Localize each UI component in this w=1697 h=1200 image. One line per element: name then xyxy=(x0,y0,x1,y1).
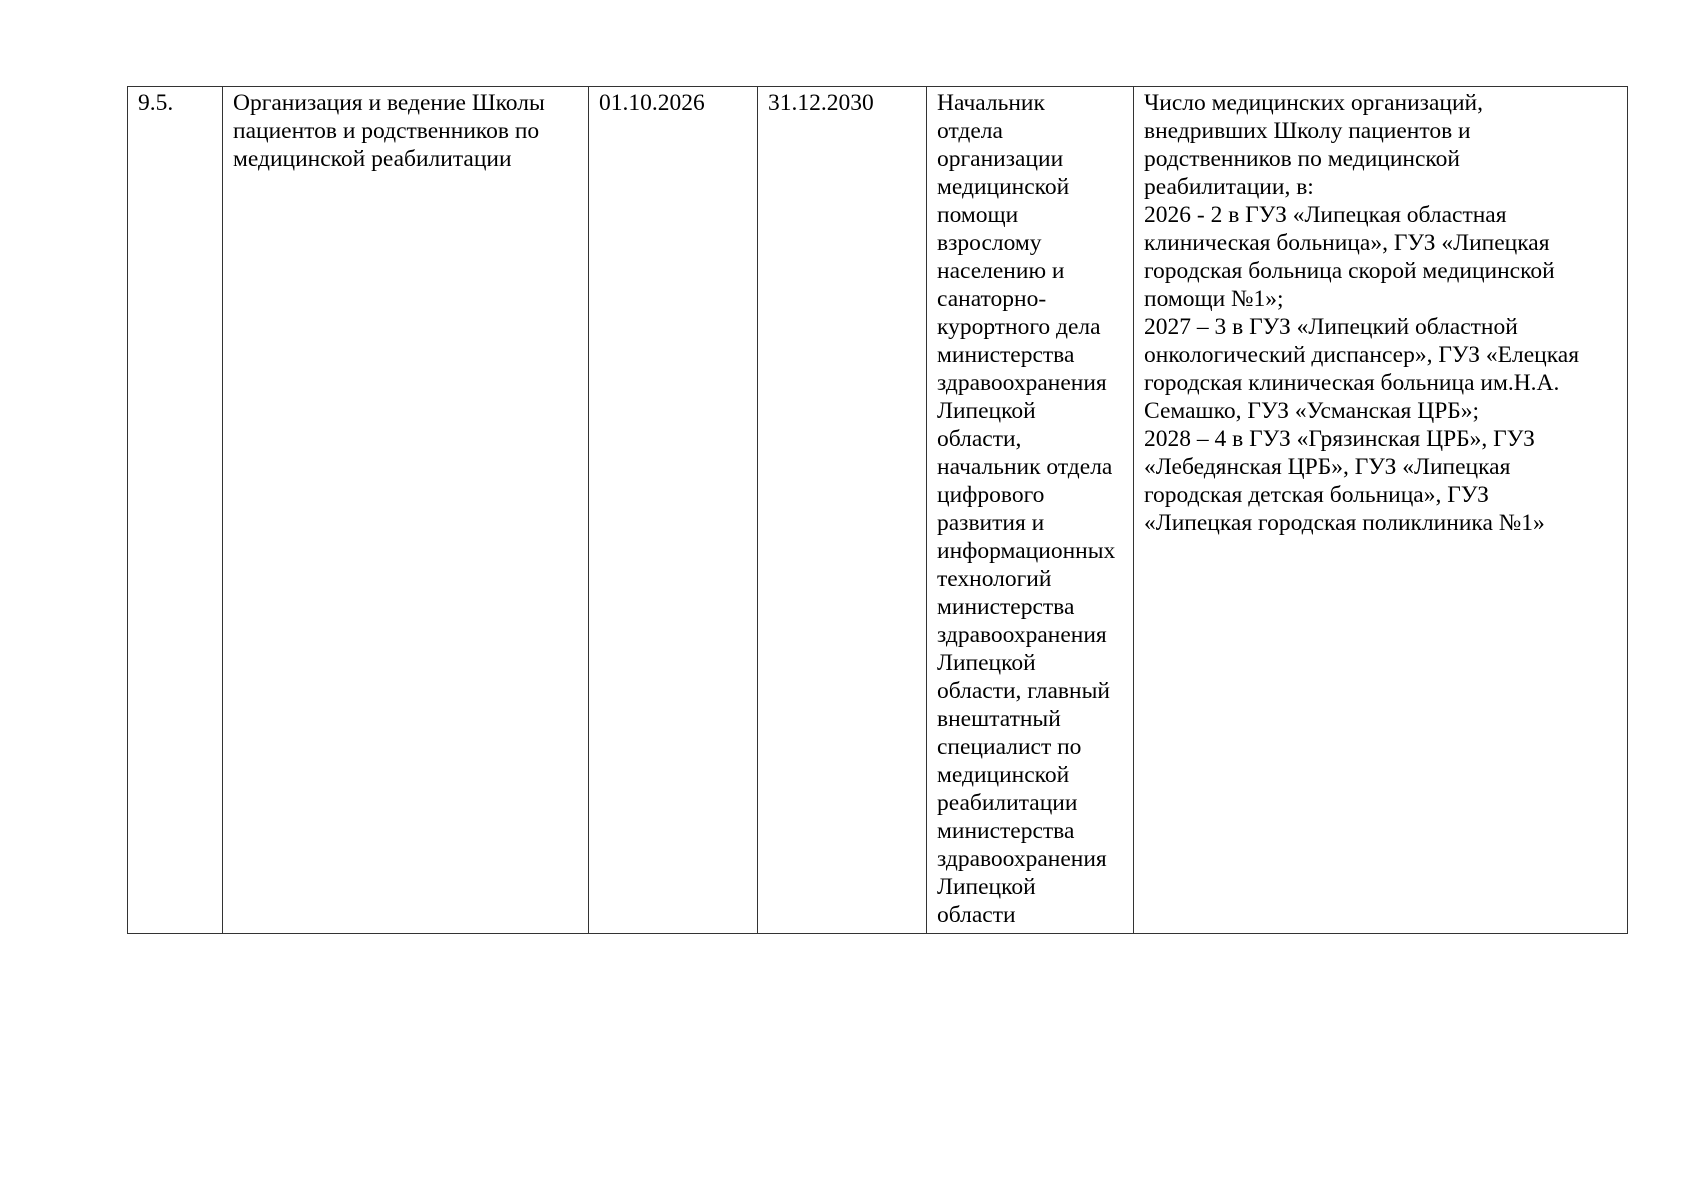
text-line: санаторно- xyxy=(937,286,1047,312)
text-line: здравоохранения xyxy=(937,846,1107,872)
text-line: министерства xyxy=(937,342,1075,368)
text-line: онкологический диспансер», ГУЗ «Елецкая xyxy=(1144,342,1580,368)
text-line: помощи №1»; xyxy=(1144,286,1284,312)
text-line: медицинской xyxy=(937,174,1070,200)
text-line: помощи xyxy=(937,202,1019,228)
cell-result xyxy=(1134,87,1628,934)
cell-responsible xyxy=(927,87,1134,934)
text-line: «Липецкая городская поликлиника №1» xyxy=(1144,510,1545,536)
text-line: медицинской реабилитации xyxy=(233,146,512,172)
item-number: 9.5. xyxy=(138,90,174,116)
text-line: министерства xyxy=(937,594,1075,620)
text-line: области, главный xyxy=(937,678,1110,704)
plan-table xyxy=(127,86,1628,934)
cell-end-date xyxy=(758,87,927,934)
text-line: здравоохранения xyxy=(937,622,1107,648)
text-line: клиническая больница», ГУЗ «Липецкая xyxy=(1144,230,1550,256)
text-line: министерства xyxy=(937,818,1075,844)
cell-start-date xyxy=(589,87,758,934)
text-line: 2028 – 4 в ГУЗ «Грязинская ЦРБ», ГУЗ xyxy=(1144,426,1535,452)
cell-item-number xyxy=(128,87,223,934)
table-row xyxy=(128,87,1628,934)
text-line: Начальник xyxy=(937,90,1045,116)
text-line: пациентов и родственников по xyxy=(233,118,540,144)
text-line: внедривших Школу пациентов и xyxy=(1144,118,1471,144)
text-line: городская больница скорой медицинской xyxy=(1144,258,1555,284)
end-date: 31.12.2030 xyxy=(768,90,874,116)
text-line: внештатный xyxy=(937,706,1061,732)
cell-activity xyxy=(223,87,589,934)
text-line: начальник отдела xyxy=(937,454,1113,480)
text-line: Липецкой xyxy=(937,650,1036,676)
text-line: области xyxy=(937,902,1016,928)
text-line: цифрового xyxy=(937,482,1045,508)
text-line: технологий xyxy=(937,566,1052,592)
text-line: здравоохранения xyxy=(937,370,1107,396)
text-line: специалист по xyxy=(937,734,1082,760)
text-line: населению и xyxy=(937,258,1065,284)
text-line: Число медицинских организаций, xyxy=(1144,90,1483,116)
text-line: отдела xyxy=(937,118,1003,144)
text-line: курортного дела xyxy=(937,314,1101,340)
text-line: 2027 – 3 в ГУЗ «Липецкий областной xyxy=(1144,314,1518,340)
text-line: информационных xyxy=(937,538,1116,564)
text-line: родственников по медицинской xyxy=(1144,146,1460,172)
start-date: 01.10.2026 xyxy=(599,90,705,116)
text-line: «Лебедянская ЦРБ», ГУЗ «Липецкая xyxy=(1144,454,1511,480)
result-text xyxy=(1144,89,1617,537)
text-line: городская детская больница», ГУЗ xyxy=(1144,482,1489,508)
text-line: Организация и ведение Школы xyxy=(233,90,545,116)
text-line: медицинской xyxy=(937,762,1070,788)
text-line: организации xyxy=(937,146,1064,172)
text-line: взрослому xyxy=(937,230,1042,256)
text-line: Липецкой xyxy=(937,874,1036,900)
text-line: реабилитации xyxy=(937,790,1078,816)
text-line: городская клиническая больница им.Н.А. xyxy=(1144,370,1560,396)
text-line: области, xyxy=(937,426,1022,452)
text-line: 2026 - 2 в ГУЗ «Липецкая областная xyxy=(1144,202,1507,228)
text-line: Липецкой xyxy=(937,398,1036,424)
text-line: развития и xyxy=(937,510,1045,536)
text-line: Семашко, ГУЗ «Усманская ЦРБ»; xyxy=(1144,398,1480,424)
text-line: реабилитации, в: xyxy=(1144,174,1314,200)
activity-text xyxy=(233,89,578,173)
responsible-text xyxy=(937,89,1123,929)
